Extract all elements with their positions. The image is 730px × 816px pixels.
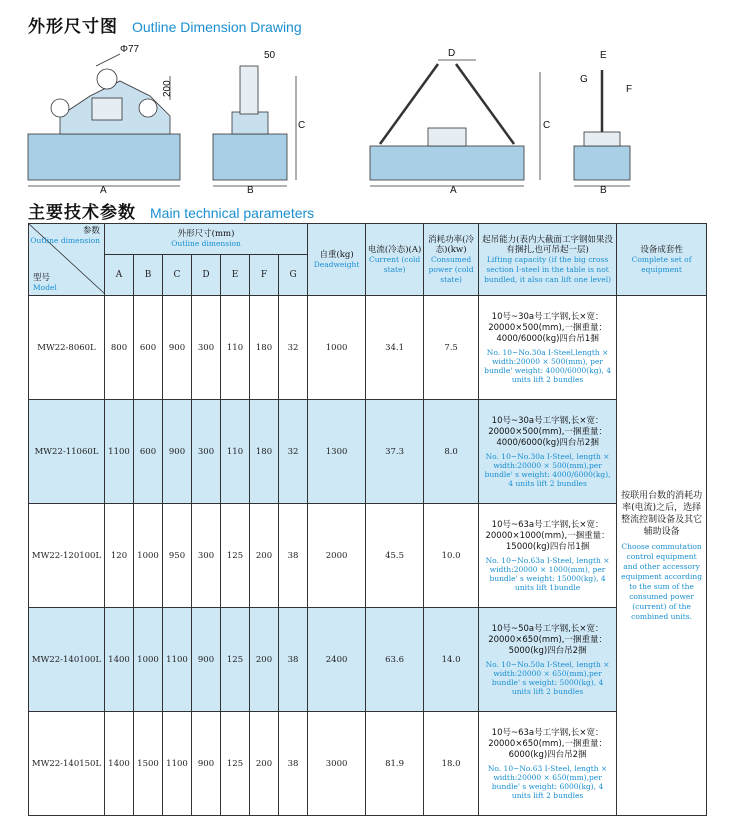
power-header-cn: 消耗功率(冷态)(kw) — [428, 234, 474, 255]
row-power: 14.0 — [424, 608, 479, 712]
row-g: 32 — [279, 400, 308, 504]
row-d: 300 — [192, 400, 221, 504]
weight-header-cn: 自重(kg) — [319, 249, 354, 260]
corner-cell — [29, 224, 105, 296]
row-b: 1000 — [134, 608, 163, 712]
current-header — [366, 224, 424, 296]
drawing-side-view-1 — [213, 66, 296, 186]
row-lifting-en: No. 10~No.50a I-Steel, length × width:20000 × 650(mm),per bundle' s weight: 5000(kg), 4 units lift 2 bundles — [485, 659, 610, 696]
dim-50-label: 50 — [264, 50, 276, 61]
dim-c-label-1: C — [298, 120, 306, 131]
current-header-en: Current (cold state) — [368, 254, 421, 274]
row-current: 37.3 — [366, 400, 424, 504]
row-e: 125 — [221, 608, 250, 712]
dim-phi-label: Φ77 — [120, 44, 140, 55]
current-header-cn: 电流(冷态)(A) — [367, 244, 422, 255]
corner-model-cn: 型号 — [33, 273, 51, 283]
dim-g-label: G — [580, 74, 588, 85]
col-header-d: D — [192, 255, 221, 296]
outline-dimension-drawings — [0, 36, 730, 194]
row-model: MW22-11060L — [29, 400, 105, 504]
col-header-g: G — [279, 255, 308, 296]
row-b: 600 — [134, 400, 163, 504]
row-lifting — [479, 400, 617, 504]
row-power: 18.0 — [424, 712, 479, 816]
table-row — [29, 296, 707, 400]
table-row — [29, 712, 707, 816]
row-lifting-cn: 10号~30a号工字钢,长×宽：20000×500(mm),一捆重量：4000/6000(kg)四台吊1捆 — [488, 311, 607, 344]
row-weight: 2000 — [308, 504, 366, 608]
drawing-side-view-2 — [574, 70, 633, 186]
weight-header — [308, 224, 366, 296]
dim-a-label-2: A — [450, 185, 457, 194]
table-row — [29, 400, 707, 504]
corner-param-cn: 参数 — [82, 226, 100, 236]
row-a: 800 — [105, 296, 134, 400]
complete-header — [617, 224, 707, 296]
row-c: 900 — [163, 400, 192, 504]
row-model: MW22-140150L — [29, 712, 105, 816]
row-c: 900 — [163, 296, 192, 400]
row-f: 200 — [250, 504, 279, 608]
row-lifting-en: No. 10~No.63a I-Steel, length × width:20000 × 1000(mm), per bundle' s weight: 15000(kg), 4 units lift 1bundle — [485, 555, 610, 592]
row-b: 1500 — [134, 712, 163, 816]
row-weight: 3000 — [308, 712, 366, 816]
outline-header-cn: 外形尺寸(mm) — [177, 229, 235, 239]
row-a: 120 — [105, 504, 134, 608]
col-header-f: F — [250, 255, 279, 296]
power-header — [424, 224, 479, 296]
row-lifting-cn: 10号~50a号工字钢,长×宽：20000×650(mm),一捆重量：5000(kg)四台吊2捆 — [488, 623, 607, 656]
row-e: 110 — [221, 296, 250, 400]
technical-parameters-title-en: Main technical parameters — [150, 205, 315, 221]
technical-parameters-heading — [28, 198, 314, 223]
row-d: 300 — [192, 296, 221, 400]
outline-drawing-title-cn: 外形尺寸图 — [28, 17, 118, 37]
row-g: 38 — [279, 712, 308, 816]
table-header-row-1 — [29, 224, 707, 255]
dim-b-label-1: B — [247, 185, 254, 194]
dim-c-label-2: C — [543, 120, 551, 131]
row-weight: 2400 — [308, 608, 366, 712]
row-current: 45.5 — [366, 504, 424, 608]
complete-set-cn: 按联用台数的消耗功率(电流)之后，选择整流控制设备及其它辅助设备 — [621, 490, 703, 537]
row-g: 38 — [279, 504, 308, 608]
row-d: 300 — [192, 504, 221, 608]
row-lifting-cn: 10号~63a号工字钢,长×宽：20000×1000(mm),一捆重量：15000(kg)四台吊1捆 — [485, 519, 610, 552]
row-c: 950 — [163, 504, 192, 608]
row-a: 1100 — [105, 400, 134, 504]
technical-parameters-table — [28, 223, 707, 816]
row-lifting — [479, 504, 617, 608]
dim-d-label: D — [448, 48, 456, 59]
row-e: 125 — [221, 712, 250, 816]
complete-set-en: Choose commutation control equipment and other accessory equipment according to the sum of the consumed power (current) of the combined units. — [621, 541, 702, 621]
row-model: MW22-8060L — [29, 296, 105, 400]
weight-header-en: Deadweight — [313, 259, 360, 269]
row-e: 125 — [221, 504, 250, 608]
row-b: 1000 — [134, 504, 163, 608]
row-model: MW22-140100L — [29, 608, 105, 712]
dim-a-label-1: A — [100, 185, 107, 194]
row-current: 63.6 — [366, 608, 424, 712]
corner-model-en: Model — [33, 283, 57, 292]
dim-e-label: E — [600, 50, 607, 61]
row-lifting — [479, 712, 617, 816]
drawing-front-view-1 — [28, 54, 180, 186]
row-c: 1100 — [163, 608, 192, 712]
row-a: 1400 — [105, 712, 134, 816]
table-row — [29, 504, 707, 608]
outline-header-en: Outline dimension — [171, 239, 241, 248]
lifting-header-cn: 起吊能力(表内大截面工字钢如果没有捆扎,也可吊起一层) — [482, 234, 613, 255]
outline-drawing-heading — [28, 12, 302, 37]
col-header-a: A — [105, 255, 134, 296]
row-e: 110 — [221, 400, 250, 504]
row-g: 38 — [279, 608, 308, 712]
row-weight: 1000 — [308, 296, 366, 400]
row-model: MW22-120100L — [29, 504, 105, 608]
col-header-e: E — [221, 255, 250, 296]
row-d: 900 — [192, 608, 221, 712]
row-lifting-en: No. 10~No.30a I-Steel, length × width:20000 × 500(mm),per bundle' s weight: 4000/6000(kg), 4 units lift 2 bundles — [484, 451, 611, 488]
row-f: 200 — [250, 608, 279, 712]
corner-param-en: Outline dimension — [30, 236, 100, 245]
row-power: 10.0 — [424, 504, 479, 608]
col-header-c: C — [163, 255, 192, 296]
row-g: 32 — [279, 296, 308, 400]
row-weight: 1300 — [308, 400, 366, 504]
complete-set-cell — [617, 296, 707, 816]
technical-parameters-title-cn: 主要技术参数 — [28, 203, 136, 223]
row-lifting-en: No. 10~No.63 I-Steel, length × width:20000 × 650(mm),per bundle' s weight: 6000(kg), 4 units lift 2 bundles — [487, 763, 608, 800]
row-power: 7.5 — [424, 296, 479, 400]
row-d: 900 — [192, 712, 221, 816]
lifting-header — [479, 224, 617, 296]
complete-header-cn: 设备成套性 — [640, 244, 683, 255]
row-b: 600 — [134, 296, 163, 400]
table-row — [29, 608, 707, 712]
row-power: 8.0 — [424, 400, 479, 504]
row-lifting-cn: 10号~63a号工字钢,长×宽：20000×650(mm),一捆重量：6000(kg)四台吊2捆 — [488, 727, 607, 760]
drawing-front-view-2 — [370, 60, 540, 186]
outline-header — [105, 224, 308, 255]
complete-header-en: Complete set of equipment — [631, 254, 692, 274]
row-lifting-en: No. 10~No.30a I-Steel,length × width:20000 × 500(mm), per bundle' weight: 4000/6000(kg), 4 units lift 2 bundles — [484, 347, 611, 384]
row-f: 200 — [250, 712, 279, 816]
col-header-b: B — [134, 255, 163, 296]
row-f: 180 — [250, 400, 279, 504]
row-lifting-cn: 10号~30a号工字钢,长×宽：20000×500(mm),一捆重量：4000/6000(kg)四台吊2捆 — [488, 415, 607, 448]
row-current: 34.1 — [366, 296, 424, 400]
dim-200-label: 200 — [162, 80, 173, 97]
dim-f-label: F — [626, 84, 633, 95]
row-c: 1100 — [163, 712, 192, 816]
row-lifting — [479, 296, 617, 400]
row-current: 81.9 — [366, 712, 424, 816]
power-header-en: Consumed power (cold state) — [428, 254, 474, 284]
row-lifting — [479, 608, 617, 712]
outline-drawing-title-en: Outline Dimension Drawing — [132, 19, 302, 35]
row-f: 180 — [250, 296, 279, 400]
row-a: 1400 — [105, 608, 134, 712]
lifting-header-en: Lifting capacity (if the big cross section I-steel in the table is not bundled, it also can lift one level) — [484, 254, 612, 284]
dim-b-label-2: B — [600, 185, 607, 194]
